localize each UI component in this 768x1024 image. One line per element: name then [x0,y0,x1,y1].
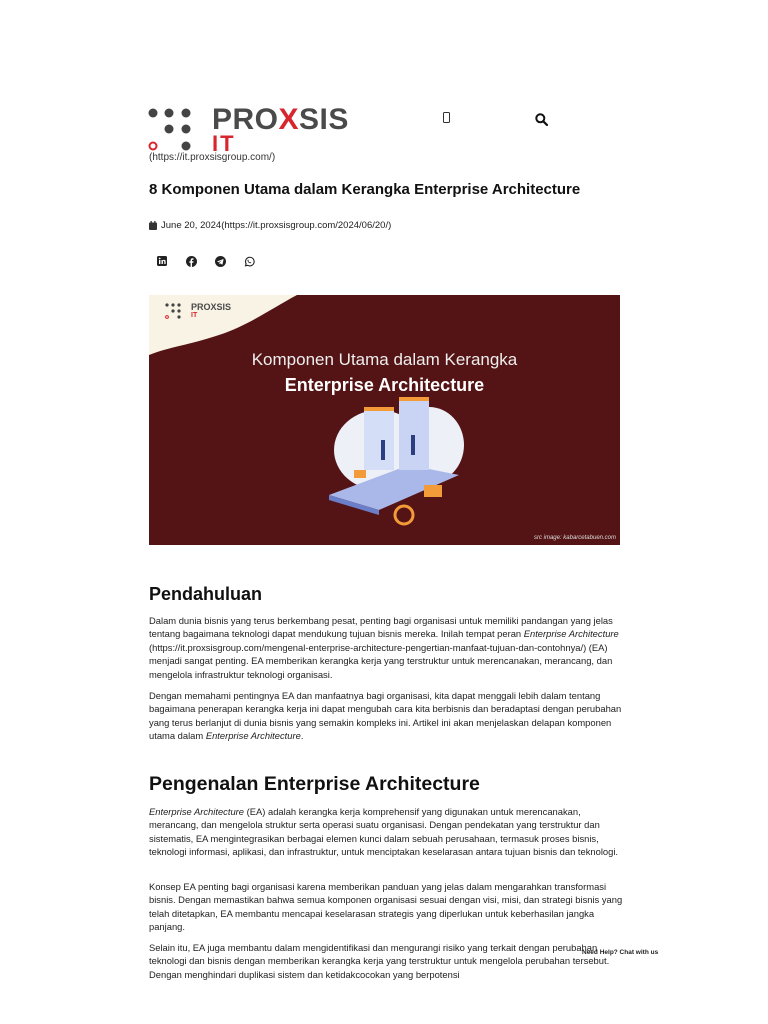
linkedin-icon[interactable] [155,255,169,267]
home-link[interactable]: (https://it.proxsisgroup.com/) [149,152,276,163]
text: Dengan memahami pentingnya EA dan manfaatnya bagi organisasi, kita dapat menggali lebih dalam tentang bagaimana penerapan kerangka kerja ini dapat mengubah cara kita berbisnis dan beradaptasi dengan perubahan yang terus berlanjut di dunia bisnis yang semakin kompleks ini. Artikel ini akan menjelaskan delapan komponen utama dalam [149,690,622,742]
paragraph [149,689,624,743]
hero-illustration [329,397,464,524]
paragraph: Konsep EA penting bagi organisasi karena memberikan panduan yang jelas dalam mengarahkan transformasi bisnis. Dengan memastikan bahwa semua komponen organisasi sesuai dengan visi, misi, dan strategi bisnis yang telah ditetapkan, EA membantu mencapai keselarasan strategis yang diperlukan untuk keberhasilan jangka panjang. [149,881,623,933]
italic-text: Enterprise Architecture [523,628,619,640]
post-date [149,220,391,231]
hero-background-shape [149,295,620,545]
brand-text-end: SIS [299,103,349,136]
date-link[interactable]: June 20, 2024(https://it.proxsisgroup.com/2024/06/20/) [161,220,392,231]
italic-text: Enterprise Architecture [149,806,245,817]
calendar-icon [149,221,157,230]
italic-text: Enterprise Architecture [205,730,301,742]
search-icon[interactable] [535,113,548,126]
whatsapp-icon[interactable] [242,255,256,267]
logo-dots-icon [148,108,196,154]
text: (EA) adalah kerangka kerja komprehensif yang digunakan untuk merencanakan, merancang, dan mengelola struktur serta operasi suatu organisasi. Dengan pendekatan yang terstruktur dan sistematis, EA mengintegrasikan berbagai elemen kunci dalam sebuah perusahaan, termasuk proses bisnis, teknologi informasi, aplikasi, dan infrastruktur, untuk menciptakan keselarasan antara tujuan bisnis dan teknologi. [149,806,619,858]
facebook-icon[interactable] [184,255,198,267]
section-heading: Pendahuluan [149,584,263,604]
hero-logo-sub: IT [191,312,198,319]
hero-logo-text: PROXSIS [191,302,232,312]
brand-sub: IT [212,131,236,156]
share-bar [155,255,256,267]
hero-image [149,295,620,545]
telegram-icon[interactable] [213,255,227,267]
paragraph [149,805,624,859]
hero-source: src image: kabarcetabuen.com [533,535,616,541]
section-heading: Pengenalan Enterprise Architecture [149,773,480,795]
article-title: 8 Komponen Utama dalam Kerangka Enterprise Architecture [149,181,581,198]
hero-title-line1: Komponen Utama dalam Kerangka [251,350,518,369]
brand-text: PRO [212,103,279,136]
paragraph: Selain itu, EA juga membantu dalam mengidentifikasi dan mengurangi risiko yang terkait dengan perubahan teknologi dan bisnis dengan memberikan kerangka kerja yang terstruktur untuk mengelola perubahan tersebut. Dengan menghindari duplikasi sistem dan ketidakcocokan yang berpotensi [149,942,610,980]
brand-x: X [278,103,300,136]
text: . [300,730,304,742]
text: Dalam dunia bisnis yang terus berkembang pesat, penting bagi organisasi untuk memiliki pandangan yang jelas tentang bagaimana teknologi dapat mendukung tujuan bisnis mereka. Inilah tempat peran [149,615,613,640]
hero-title-line2: Enterprise Architecture [284,375,485,395]
text: (https://it.proxsisgroup.com/mengenal-enterprise-architecture-pengertian-manfaat-tujuan-dan-contohnya/) (EA) menjadi sangat penting. EA memberikan kerangka kerja yang terstruktur untuk merencanakan, merancang, dan mengelola infrastruktur teknologi organisasi. [149,641,613,680]
paragraph [149,614,624,681]
phone-icon[interactable] [443,112,450,123]
chat-widget[interactable]: Need Help? Chat with us [582,949,659,956]
